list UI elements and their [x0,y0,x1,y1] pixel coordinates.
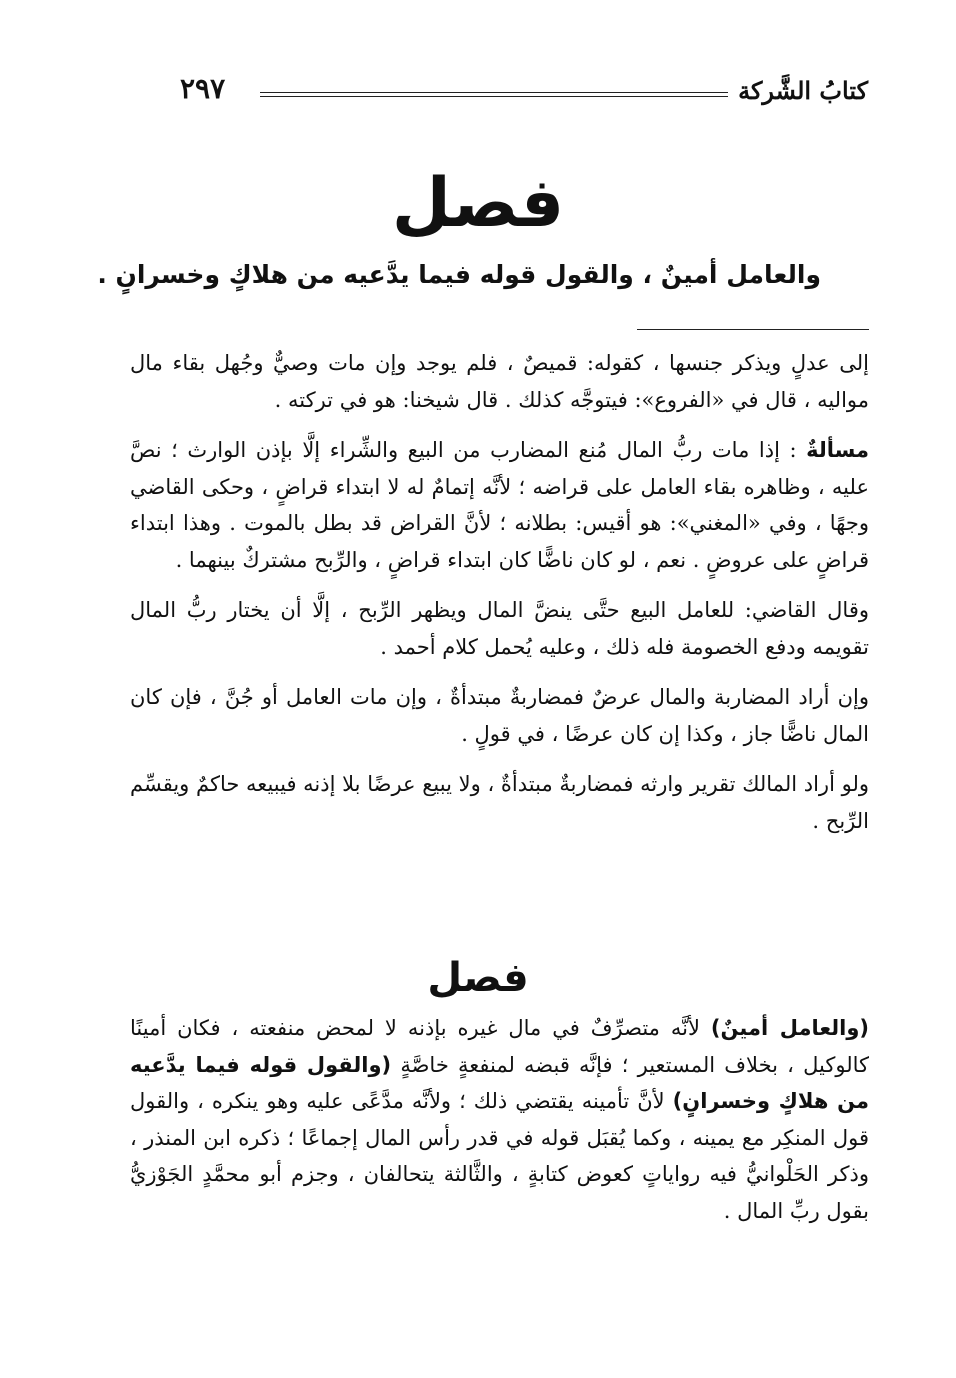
sharh-paragraph [130,1010,869,1229]
footnote-divider [637,329,869,330]
issue-label: مسألةٌ [806,438,869,462]
page-header [180,72,868,112]
quoted-matn-2: (والقول قوله فيما يدَّعيه من هلاكٍ وخسرانٍ) [130,1052,869,1113]
commentary-paragraph-2-text: : إذا مات ربُّ المال مُنع المضارب من البيع والشِّراء إلَّا بإذن الوارث ؛ نصَّ عليه ، وظاهره بقاء العامل على قراضه ؛ لأنَّه إتمامٌ له لا ابتداء قراضٍ ، وحكى القاضي وجهًا ، وفي «المغني»: هو أقيس: بطلانه ؛ لأنَّ القراض قد بطل بالموت . وهذا ابتداء قراضٍ على عروضٍ . نعم ، لو كان ناضًّا كان ابتداء قراضٍ ، والرِّبح مشتركٌ بينهما . [130,438,869,572]
commentary-paragraph-5: ولو أراد المالك تقرير وارثه فمضاربةٌ مبتدأةٌ ، ولا يبيع عرضًا بلا إذنه فيبيعه حاكمٌ ويقسِّم الرِّبح . [130,772,869,833]
commentary-paragraph-1: إلى عدلٍ ويذكر جنسها ، كقوله: قميصٌ ، فلم يوجد وإن مات وصيٌّ وجُهل بقاء مال مواليه ، قال في «الفروع»: فيتوجَّه كذلك . قال شيخنا: هو في تركته . [130,351,869,412]
sharh-text-2: لأنَّ تأمينه يقتضي ذلك ؛ ولأنَّه مدَّعًى عليه وهو ينكره ، والقول قول المنكِر مع يمينه ، وكما يُقبَل قوله في قدر رأس المال إجماعًا ؛ ذكره ابن المنذر ، وذكر الحَلْوانيُّ فيه رواياتٍ كعوض كتابةٍ ، والثَّالثة يتحالفان ، وجزم أبو محمَّدٍ الجَوْزيُّ بقول ربِّ المال . [130,1089,869,1223]
quoted-matn-1: (والعامل أمينٌ) [710,1016,869,1040]
running-title: كتابُ الشَّركة [738,76,868,105]
commentary-paragraph-2 [130,432,869,578]
chapter-heading: فصل [391,164,565,243]
section-heading: فصل [427,955,529,1001]
sharh-text-1: لأنَّه متصرِّفٌ في مال غيره بإذنه لا لمحض منفعته ، فكان أمينًا كالوكيل ، بخلاف المستعير ؛ فإنَّه قبضه لمنفعةٍ خاصَّةٍ [130,1016,869,1077]
commentary-paragraph-3: وقال القاضي: للعامل البيع حتَّى ينضَّ المال ويظهر الرِّبح ، إلَّا أن يختار ربُّ المال تقويمه ودفع الخصومة فله ذلك ، وعليه يُحمل كلام أحمد . [130,598,869,659]
commentary-block [130,345,869,853]
matn-text: والعامل أمينٌ ، والقول قوله فيما يدَّعيه من هلاكٍ وخسرانٍ . [97,260,821,289]
header-rule [260,92,728,97]
page-number: ٢٩٧ [180,72,226,105]
commentary-paragraph-4: وإن أراد المضاربة والمال عرضٌ فمضاربةٌ مبتدأةٌ ، وإن مات العامل أو جُنَّ ، فإن كان المال ناضًّا جاز ، وكذا إن كان عرضًا ، في قولٍ . [130,685,869,746]
